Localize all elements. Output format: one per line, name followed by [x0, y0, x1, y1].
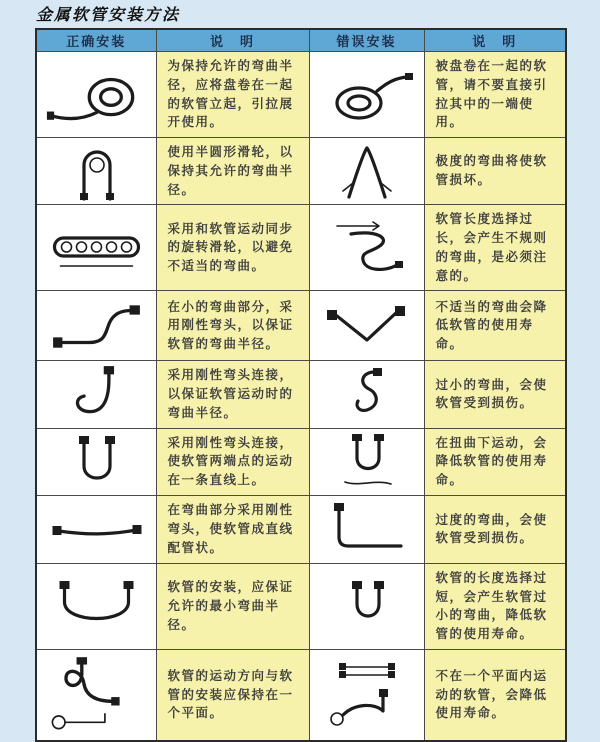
header-correct-description: 说 明	[156, 29, 309, 52]
correct-description: 在弯曲部分采用刚性弯头，使软管成直线配管状。	[167, 502, 294, 555]
correct-illustration-cell	[36, 563, 156, 649]
wide-u-minimum-bend-radius-icon	[44, 576, 149, 636]
wrong-illustration-cell	[309, 563, 424, 649]
wrong-illustration-cell	[309, 495, 424, 563]
page-title: 金属软管安装方法	[36, 5, 181, 24]
coiled-hose-stood-up-icon	[44, 64, 149, 126]
wrong-description: 不适当的弯曲会降低软管的使用寿命。	[435, 298, 548, 352]
synchronized-rotating-pulley-icon	[44, 218, 149, 278]
correct-description-cell	[156, 649, 309, 741]
wrong-description-cell	[424, 138, 566, 205]
motion-in-same-plane-trap-icon	[44, 655, 149, 735]
wrong-description: 过小的弯曲，会使软管受到损伤。	[435, 376, 548, 411]
straight-piping-with-elbow-icon	[44, 499, 149, 559]
too-small-bend-s-hook-icon	[317, 363, 417, 425]
u-shape-endpoints-in-line-icon	[46, 432, 146, 492]
correct-illustration-cell	[36, 495, 156, 563]
correct-description: 采用和软管运动同步的旋转滑轮，以避免不适当的弯曲。	[167, 220, 294, 274]
table-row	[36, 495, 566, 563]
correct-illustration-cell	[36, 52, 156, 138]
correct-description-cell	[156, 52, 309, 138]
wrong-description-cell	[424, 428, 566, 495]
header-wrong-description: 说 明	[424, 29, 566, 52]
wrong-illustration-cell	[309, 428, 424, 495]
wrong-description: 不在一个平面内运动的软管，会降低使用寿命。	[435, 667, 548, 721]
table-row	[36, 428, 566, 495]
header-wrong-install: 错误安装	[309, 29, 424, 52]
rigid-elbow-connection-hook-icon	[44, 363, 149, 425]
wrong-description: 过度的弯曲，会使软管受到损伤。	[435, 511, 548, 546]
coiled-hose-pulled-from-end-icon	[317, 64, 417, 126]
wrong-description: 软管长度选择过长，会产生不规则的弯曲，是必须注意的。	[435, 211, 548, 283]
wrong-description: 软管的长度选择过短，会产生软管过小的弯曲，降低软管的使用寿命。	[435, 569, 548, 641]
over-bent-l-hose-icon	[317, 499, 417, 559]
wrong-illustration-cell	[309, 52, 424, 138]
correct-description: 使用半圆形滑轮，以保持其允许的弯曲半径。	[167, 144, 294, 197]
correct-description: 软管的安装，应保证允许的最小弯曲半径。	[167, 579, 294, 632]
wrong-description: 极度的弯曲将使软管损坏。	[435, 153, 548, 188]
correct-illustration-cell	[36, 205, 156, 291]
table-row	[36, 563, 566, 649]
out-of-plane-motion-icon	[317, 655, 417, 735]
correct-description-cell	[156, 428, 309, 495]
wrong-description: 被盘卷在一起的软管，请不要直接引拉其中的一端使用。	[435, 58, 548, 130]
table-row	[36, 361, 566, 428]
correct-illustration-cell	[36, 361, 156, 428]
hose-on-semicircular-pulley-icon	[46, 141, 146, 201]
correct-illustration-cell	[36, 649, 156, 741]
improper-sharp-bend-icon	[317, 296, 417, 356]
rigid-elbow-at-small-bend-icon	[44, 295, 149, 357]
wrong-illustration-cell	[309, 361, 424, 428]
twisted-u-motion-icon	[317, 432, 417, 492]
wrong-description-cell	[424, 361, 566, 428]
correct-illustration-cell	[36, 291, 156, 361]
table-row	[36, 649, 566, 741]
wrong-description-cell	[424, 495, 566, 563]
wrong-description-cell	[424, 205, 566, 291]
wrong-illustration-cell	[309, 138, 424, 205]
table-row	[36, 291, 566, 361]
header-row	[36, 29, 566, 52]
wrong-description-cell	[424, 52, 566, 138]
wrong-illustration-cell	[309, 205, 424, 291]
correct-description: 采用刚性弯头连接，使软管两端点的运动在一条直线上。	[167, 434, 294, 487]
correct-description-cell	[156, 205, 309, 291]
header-correct-install: 正确安装	[36, 29, 156, 52]
correct-description-cell	[156, 563, 309, 649]
table-row	[36, 205, 566, 291]
correct-illustration-cell	[36, 138, 156, 205]
correct-description: 在小的弯曲部分，采用刚性弯头，以保证软管的弯曲半径。	[167, 298, 294, 352]
wrong-description-cell	[424, 291, 566, 361]
too-short-narrow-u-icon	[317, 576, 417, 636]
wrong-description: 在扭曲下运动，会降低软管的使用寿命。	[435, 434, 548, 487]
wrong-description-cell	[424, 649, 566, 741]
correct-description-cell	[156, 495, 309, 563]
table-row	[36, 52, 566, 138]
correct-description-cell	[156, 291, 309, 361]
correct-illustration-cell	[36, 428, 156, 495]
table-row	[36, 138, 566, 205]
irregularly-bent-overlong-hose-icon	[317, 218, 417, 278]
extremely-bent-hose-icon	[317, 141, 417, 201]
correct-description-cell	[156, 361, 309, 428]
correct-description-cell	[156, 138, 309, 205]
wrong-description-cell	[424, 563, 566, 649]
installation-methods-table	[35, 28, 567, 742]
wrong-illustration-cell	[309, 291, 424, 361]
wrong-illustration-cell	[309, 649, 424, 741]
correct-description: 软管的运动方向与软管的安装应保持在一个平面。	[167, 667, 294, 721]
correct-description: 采用刚性弯头连接，以保证软管运动时的弯曲半径。	[167, 367, 294, 420]
correct-description: 为保持允许的弯曲半径，应将盘卷在一起的软管立起，引拉展开使用。	[167, 58, 294, 130]
